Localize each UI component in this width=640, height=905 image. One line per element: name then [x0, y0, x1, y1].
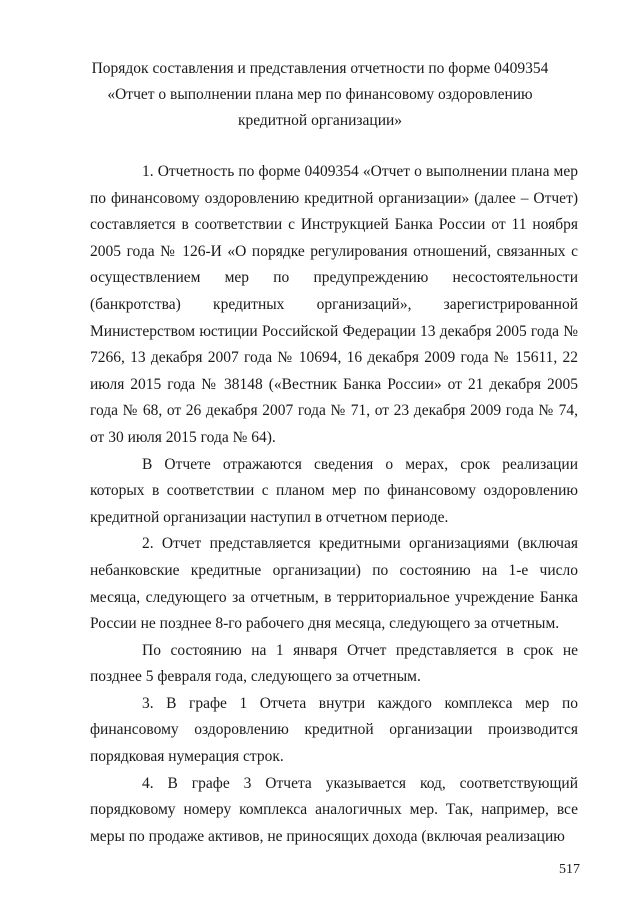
document-body	[90, 159, 578, 850]
title-line-2: «Отчет о выполнении плана мер по финансовому оздоровлению	[107, 86, 533, 103]
title-line-1: Порядок составления и представления отчетности по форме 0409354	[91, 60, 549, 77]
paragraph-4: По состоянию на 1 января Отчет представляется в срок не позднее 5 февраля года, следующего за отчетным.	[90, 641, 578, 686]
paragraph-5: 3. В графе 1 Отчета внутри каждого комплекса мер по финансовому оздоровлению кредитной организации производится порядковая нумерация строк.	[90, 694, 578, 766]
paragraph-3: 2. Отчет представляется кредитными организациями (включая небанковские кредитные организации) по состоянию на 1-е число месяца, следующего за отчетным, в территориальное учреждение Банка России не позднее 8-го рабочего дня месяца, следующего за отчетным.	[90, 535, 578, 633]
paragraph-6: 4. В графе 3 Отчета указывается код, соответствующий порядковому номеру комплекса аналогичных мер. Так, например, все меры по продаже активов, не приносящих дохода (включая реализацию	[90, 774, 578, 845]
title-line-3: кредитной организации»	[237, 112, 403, 129]
paragraph-2: В Отчете отражаются сведения о мерах, срок реализации которых в соответствии с планом мер по финансовому оздоровлению кредитной организации наступил в отчетном периоде.	[90, 455, 578, 526]
paragraph-1: 1. Отчетность по форме 0409354 «Отчет о выполнении плана мер по финансовому оздоровлению кредитной организации» (далее – Отчет) составляется в соответствии с Инструкцией Банка России от 11 ноября 2005 года № 126-И «О порядке регулирования отношений, связанных с осуществлением мер по предупреждению несостоятельности (банкротства) кредитных организаций», зарегистрированной Министерством юстиции Российской Федерации 13 декабря 2005 года № 7266, 13 декабря 2007 года № 10694, 16 декабря 2009 года № 15611, 22 июля 2015 года № 38148 («Вестник Банка России» от 21 декабря 2005 года № 68, от 26 декабря 2007 года № 71, от 23 декабря 2009 года № 74, от 30 июля 2015 года № 64).	[90, 163, 578, 446]
page-number: 517	[559, 862, 580, 877]
document-title	[60, 56, 580, 134]
